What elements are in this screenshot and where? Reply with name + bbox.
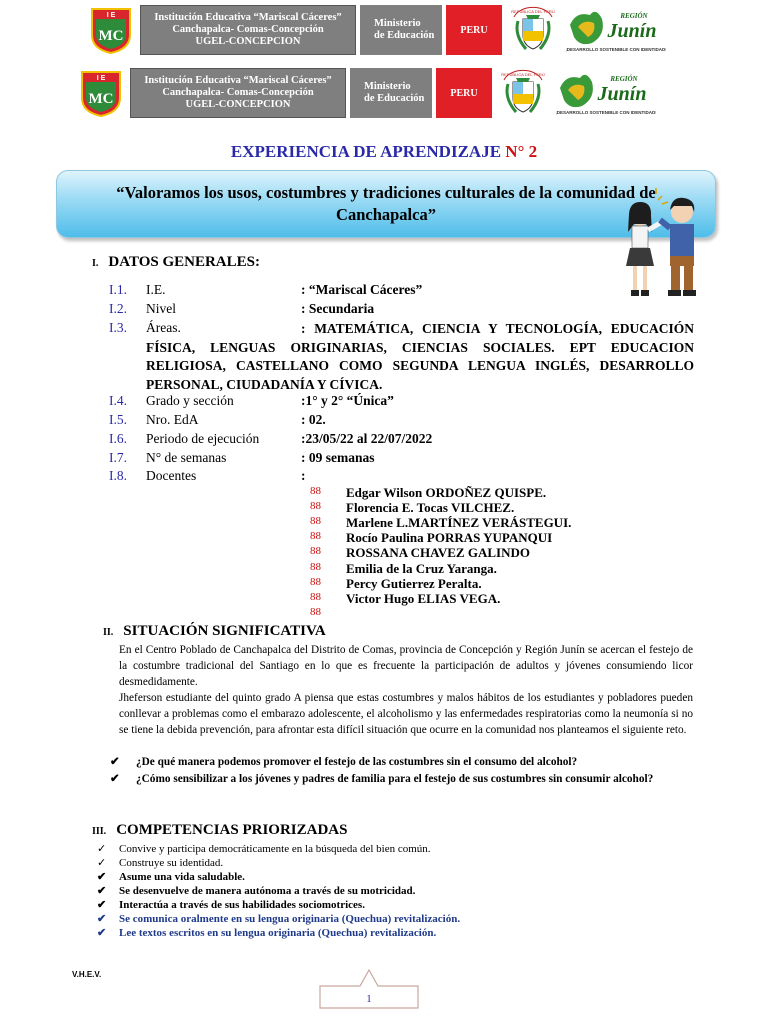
competencia-text: Se desenvuelve de manera autónoma a través de su motricidad. [119,885,416,897]
row-label: Periodo de ejecución [146,431,260,446]
list-bullet: 88 [310,515,321,527]
list-bullet: 88 [310,530,321,542]
section-2-num: II. [103,627,114,638]
section-1-title: DATOS GENERALES: [108,254,260,270]
row-code: I.3. [109,320,127,335]
section-3-title: COMPETENCIAS PRIORIZADAS [116,822,348,838]
row-code: I.7. [109,450,127,465]
row-code: I.4. [109,393,127,408]
areas-value [146,320,694,394]
inst-line-2: Canchapalca- Comas-Concepción [172,24,324,35]
row-value: : Secundaria [301,301,375,316]
docente-name: Edgar Wilson ORDOÑEZ QUISPE. [346,485,547,500]
competencia-text: Lee textos escritos en su lengua originaria (Quechua) revitalización. [119,927,437,939]
row-value: : 09 semanas [301,450,375,465]
list-bullet: 88 [310,591,321,603]
ministry-line-1: Ministerio [374,18,421,29]
peru-box: PERU [446,5,502,55]
peru-box-2: PERU [436,68,492,118]
row-value: :23/05/22 al 22/07/2022 [301,431,433,446]
row-code: I.2. [109,301,127,316]
inst-line-2: Canchapalca- Comas-Concepción [162,87,314,98]
inst-line-3: UGEL-CONCEPCION [185,99,291,110]
document-title [0,142,768,162]
docente-name: Marlene L.MARTÍNEZ VERÁSTEGUI. [346,515,572,530]
region-word: REGIÓN [620,12,648,20]
region-word-2: REGIÓN [610,75,638,83]
check-icon: ✔ [97,913,107,925]
section-2-heading [103,623,326,640]
logo-mc-text-2: MC [88,91,114,107]
header-row-2 [76,66,680,120]
row-label: Nivel [146,301,176,316]
row-value: : 02. [301,412,326,427]
header-row-1 [86,3,690,57]
check-icon: ✔ [110,756,120,768]
row-label: N° de semanas [146,450,227,465]
check-icon: ✔ [97,871,107,883]
section-3-heading [92,822,347,839]
experience-banner: “Valoramos los usos, costumbres y tradiciones culturales de la comunidad de Canchapalca” [56,170,716,238]
section-1-heading [92,254,260,271]
row-label: Nro. EdA [146,412,199,427]
list-bullet: 88 [310,561,321,573]
row-code: I.6. [109,431,127,446]
areas-text: : MATEMÁTICA, CIENCIA Y TECNOLOGÍA, EDUCACIÓN FÍSICA, LENGUAS ORIGINARIAS, CIENCIAS SOCIALES. EPT EDUCACION RELIGIOSA, CASTELLANO COMO SEGUNDA LENGUA INGLÉS, DESARROLLO PERSONAL, CIUDADANÍA Y CÍVICA. [146,321,694,392]
section-2-title: SITUACIÓN SIGNIFICATIVA [123,623,326,639]
list-bullet: 88 [310,545,321,557]
ministry-line-2: de Educación [374,30,435,41]
school-logo-2 [76,68,126,118]
docente-name: Victor Hugo ELIAS VEGA. [346,591,501,606]
escudo-text: REPÚBLICA DEL PERÚ [511,9,555,14]
competencia-text: Construye su identidad. [119,857,224,869]
junin-word: Junín [607,20,657,42]
row-code: I.5. [109,412,127,427]
docente-name: Percy Gutierrez Peralta. [346,576,482,591]
row-label: Docentes [146,468,197,483]
row-code: I.8. [109,468,127,483]
list-bullet: 88 [310,500,321,512]
check-icon: ✔ [97,899,107,911]
junin-word-2: Junín [597,83,647,105]
question-text: ¿De qué manera podemos promover el festejo de las costumbres sin el consumo del alcohol? [136,756,578,768]
row-code: I.1. [109,282,127,297]
ministry-line-2: de Educación [364,93,425,104]
logo-mc-text: MC [98,28,124,44]
school-logo [86,5,136,55]
cartoon-students-illustration [612,186,712,304]
check-icon: ✔ [97,885,107,897]
logo-ie-text-2: I E [96,75,106,82]
section-1-num: I. [92,258,99,269]
escudo-text-2: REPÚBLICA DEL PERÚ [501,72,545,77]
region-junin-logo-2 [556,68,656,118]
competencia-text: Interactúa a través de sus habilidades sociomotrices. [119,899,365,911]
title-main: EXPERIENCIA DE APRENDIZAJE [230,142,502,161]
row-label: I.E. [146,282,166,297]
institution-box-2 [130,68,346,118]
competencia-text: Convive y participa democráticamente en la búsqueda del bien común. [119,843,431,855]
peru-coat-of-arms-icon [496,68,550,118]
row-value: : [301,468,306,483]
region-junin-logo [566,5,666,55]
author-initials: V.H.E.V. [72,970,102,979]
list-bullet: 88 [310,606,321,618]
logo-ie-text: I E [106,12,116,19]
check-icon: ✔ [110,773,120,785]
row-value: : “Mariscal Cáceres” [301,282,423,297]
row-label: Áreas. [146,320,181,335]
docente-name: Florencia E. Tocas VILCHEZ. [346,500,515,515]
inst-line-1: Institución Educativa “Mariscal Cáceres” [144,75,332,86]
ministry-box-2 [350,68,432,118]
docente-name: ROSSANA CHAVEZ GALINDO [346,545,530,560]
check-icon: ✓ [97,843,107,855]
peru-coat-of-arms-icon [506,5,560,55]
list-bullet: 88 [310,576,321,588]
ministry-box [360,5,442,55]
check-icon: ✔ [97,927,107,939]
docente-name: Emilia de la Cruz Yaranga. [346,561,497,576]
page-number-badge [318,968,420,1010]
check-icon: ✓ [97,857,107,869]
slogan: ¡DESARROLLO SOSTENIBLE CON IDENTIDAD! [566,47,666,52]
institution-box [140,5,356,55]
competencia-text: Asume una vida saludable. [119,871,245,883]
situacion-paragraph-2: Jheferson estudiante del quinto grado A piensa que estas costumbres y malos hábitos de los estudiantes y pobladores pueden conllevar a problemas como el embarazo adolescente, el alcoholismo y las enfermedades respiratorias como la neumonía si no se tiene la debida prevención, para afrontar esta difícil situación que ocurre en la comunidad nos planteamos el siguiente reto. [119,692,693,736]
row-value: :1° y 2° “Única” [301,393,394,408]
inst-line-3: UGEL-CONCEPCION [195,36,301,47]
docente-name: Rocío Paulina PORRAS YUPANQUI [346,530,553,545]
situacion-paragraph-1: En el Centro Poblado de Canchapalca del Distrito de Comas, provincia de Concepción y Región Junín se acercan el festejo de la costumbre tradicional del Santiago en lo que es frecuente la participación de adultos y jóvenes consumiendo licor desmedidamente. [119,644,693,688]
ministry-line-1: Ministerio [364,81,411,92]
title-number: N° 2 [505,142,538,161]
section-3-num: III. [92,826,107,837]
row-label: Grado y sección [146,393,234,408]
competencia-text: Se comunica oralmente en su lengua originaria (Quechua) revitalización. [119,913,461,925]
page-number: 1 [366,993,372,1005]
question-text: ¿Cómo sensibilizar a los jóvenes y padres de familia para el festejo de sus costumbres sin consumir alcohol? [136,773,654,785]
list-bullet: 88 [310,485,321,497]
inst-line-1: Institución Educativa “Mariscal Cáceres” [154,12,342,23]
slogan-2: ¡DESARROLLO SOSTENIBLE CON IDENTIDAD! [556,110,656,115]
